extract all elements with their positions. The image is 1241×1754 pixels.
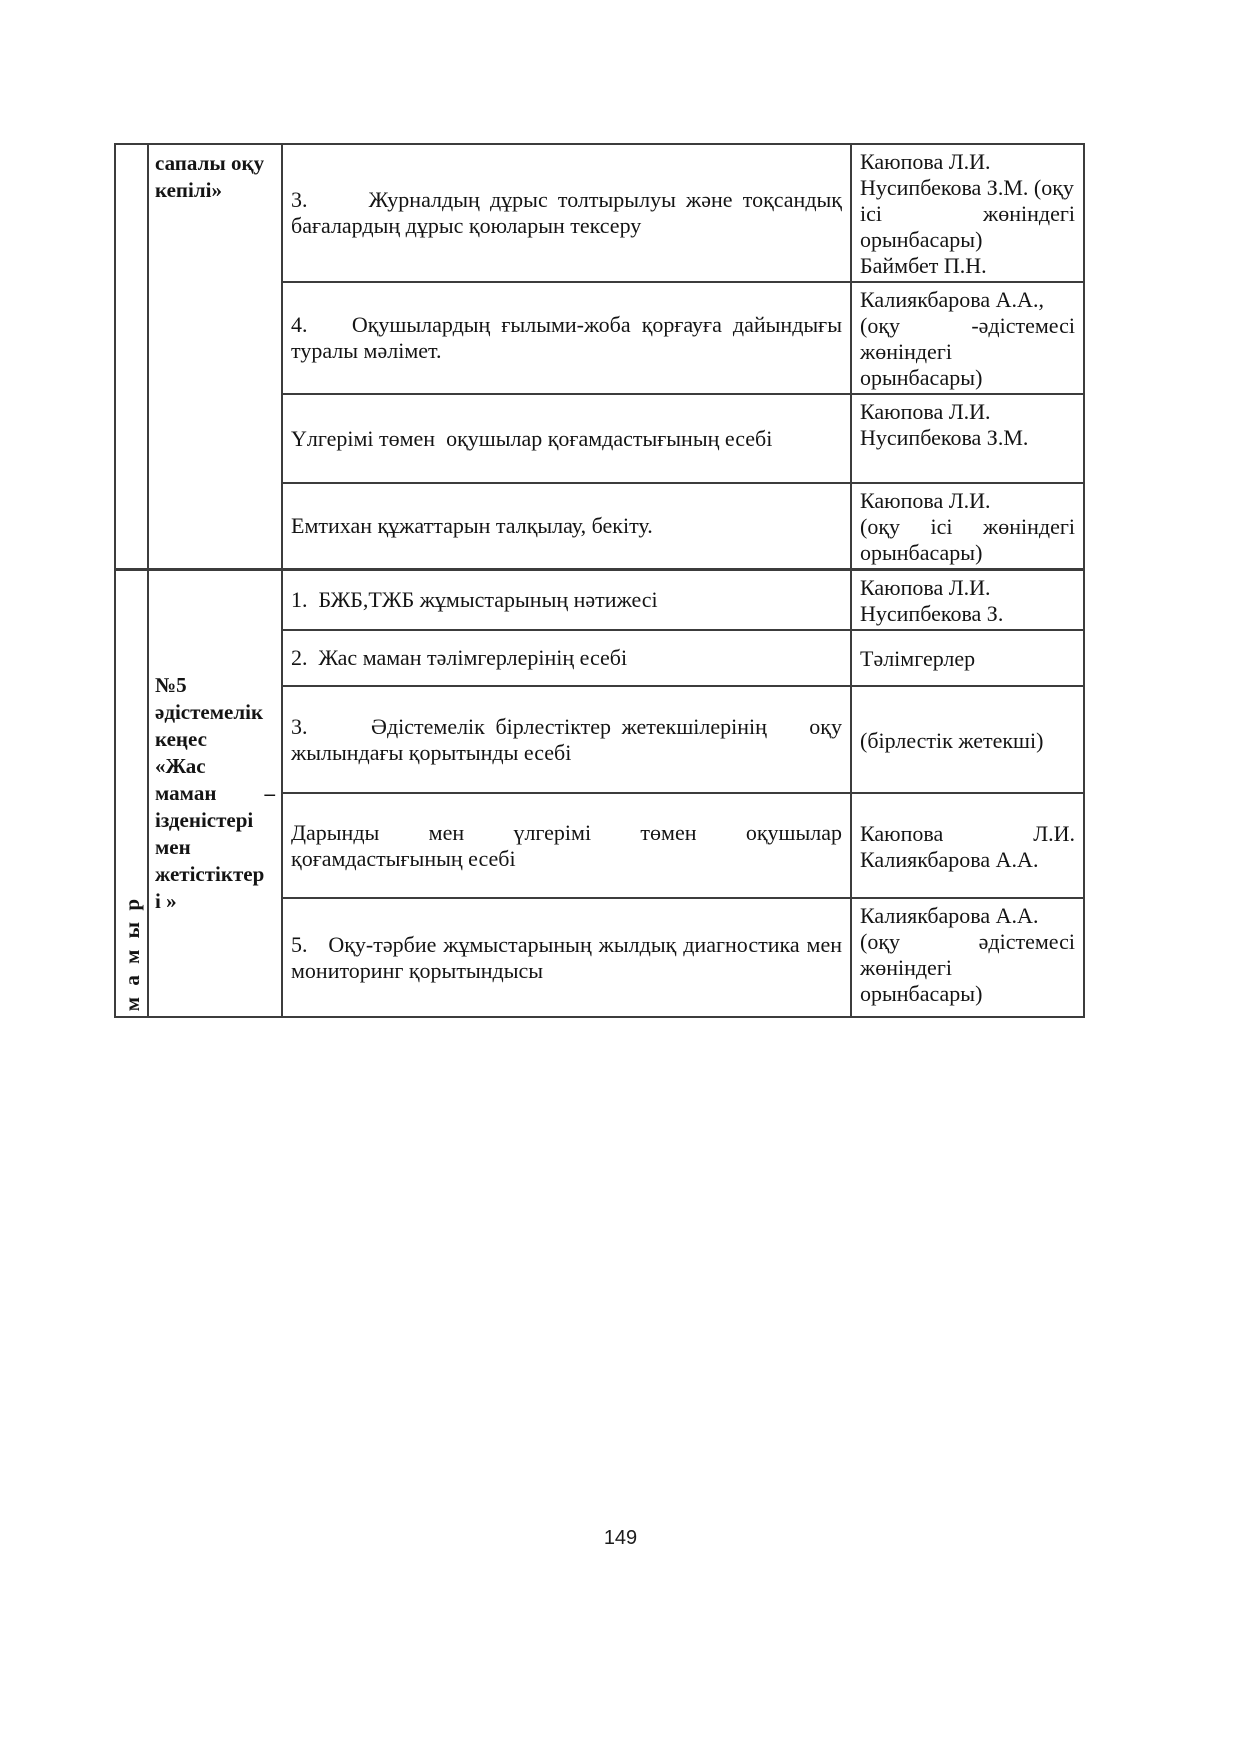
responsible-line: Каюпова Л.И. (860, 399, 991, 424)
responsible-line: Калиякбарова А.А. (860, 846, 1039, 872)
council-line: маман – (155, 781, 275, 805)
responsible-line: Нусипбекова З. (860, 601, 1004, 626)
council-line: ізденістері (155, 808, 254, 832)
month-label: м а м ы р (120, 895, 144, 1011)
responsible-line: орынбасары) (860, 365, 983, 390)
responsible-cell (851, 144, 1084, 282)
agenda-cell (282, 483, 851, 570)
agenda-cell (282, 630, 851, 686)
responsible-line: жөніндегі (860, 955, 952, 980)
responsible-line: Тәлімгерлер (860, 646, 976, 671)
agenda-text: 4. Оқушылардың ғылыми-жоба қорғауға дайындығы туралы мәлімет. (291, 312, 842, 363)
agenda-text: 3. Журналдың дұрыс толтырылуы және тоқсандық бағалардың дұрыс қоюларын тексеру (291, 187, 842, 238)
responsible-cell (851, 282, 1084, 394)
council-line: і » (155, 889, 177, 913)
responsible-line: (оқу ісі жөніндегі (860, 514, 1075, 539)
agenda-text: Үлгерімі төмен оқушылар қоғамдастығының есебі (291, 425, 773, 451)
month-cell (115, 570, 148, 1018)
responsible-line: Каюпова Л.И. (860, 820, 1075, 846)
agenda-cell (282, 144, 851, 282)
agenda-cell (282, 394, 851, 483)
council-line: мен (155, 835, 191, 859)
agenda-text: Емтихан құжаттарын талқылау, бекіту. (291, 513, 653, 538)
council-cell (148, 144, 282, 570)
responsible-line: Калиякбарова А.А. (860, 903, 1039, 928)
methodical-council-plan-table (114, 143, 1085, 1018)
responsible-line: Каюпова Л.И. (860, 575, 991, 600)
responsible-line: (бірлестік жетекші) (860, 727, 1044, 753)
agenda-cell (282, 898, 851, 1017)
responsible-line: Каюпова Л.И. (860, 488, 991, 513)
responsible-line: Баймбет П.Н. (860, 253, 987, 278)
responsible-cell (851, 686, 1084, 793)
agenda-text: 5. Оқу-тәрбие жұмыстарының жылдық диагностика мен мониторинг қорытындысы (291, 931, 842, 983)
council-line: сапалы оқу (155, 151, 265, 175)
agenda-text: 1. БЖБ,ТЖБ жұмыстарының нәтижесі (291, 587, 658, 612)
council-line: кеңес (155, 727, 207, 751)
month-cell-empty (115, 144, 148, 570)
responsible-line: Нусипбекова З.М. (860, 425, 1029, 450)
responsible-line: орынбасары) (860, 540, 983, 565)
council-line: әдістемелік (155, 700, 264, 724)
council-line: жетістіктер (155, 862, 265, 886)
agenda-text: Дарынды мен үлгерімі төмен оқушылар қоғамдастығының есебі (291, 819, 842, 871)
responsible-cell (851, 898, 1084, 1017)
table-row (115, 570, 1084, 631)
responsible-line: орынбасары) (860, 227, 983, 252)
responsible-cell (851, 793, 1084, 898)
responsible-line: Калиякбарова А.А., (860, 287, 1044, 312)
agenda-text: 2. Жас маман тәлімгерлерінің есебі (291, 645, 628, 670)
responsible-line: ісі жөніндегі (860, 201, 1075, 226)
responsible-line: жөніндегі (860, 339, 952, 364)
council-line: «Жас (155, 754, 206, 778)
council-line: кепілі» (155, 178, 222, 202)
responsible-line: Каюпова Л.И. (860, 149, 991, 174)
responsible-cell (851, 394, 1084, 483)
agenda-cell (282, 282, 851, 394)
responsible-line: орынбасары) (860, 981, 983, 1006)
responsible-cell (851, 483, 1084, 570)
responsible-line: (оқу әдістемесі (860, 929, 1075, 954)
table-row (115, 144, 1084, 282)
page-number: 149 (603, 1527, 638, 1549)
responsible-cell (851, 570, 1084, 631)
agenda-cell (282, 793, 851, 898)
council-line: №5 (155, 673, 187, 697)
agenda-text: 3. Әдістемелік бірлестіктер жетекшілерінің оқу жылындағы қорытынды есебі (291, 713, 842, 765)
responsible-cell (851, 630, 1084, 686)
responsible-line: Нусипбекова З.М. (оқу (860, 175, 1074, 200)
agenda-cell (282, 686, 851, 793)
agenda-cell (282, 570, 851, 631)
council-cell (148, 570, 282, 1018)
responsible-line: (оқу -әдістемесі (860, 313, 1075, 338)
